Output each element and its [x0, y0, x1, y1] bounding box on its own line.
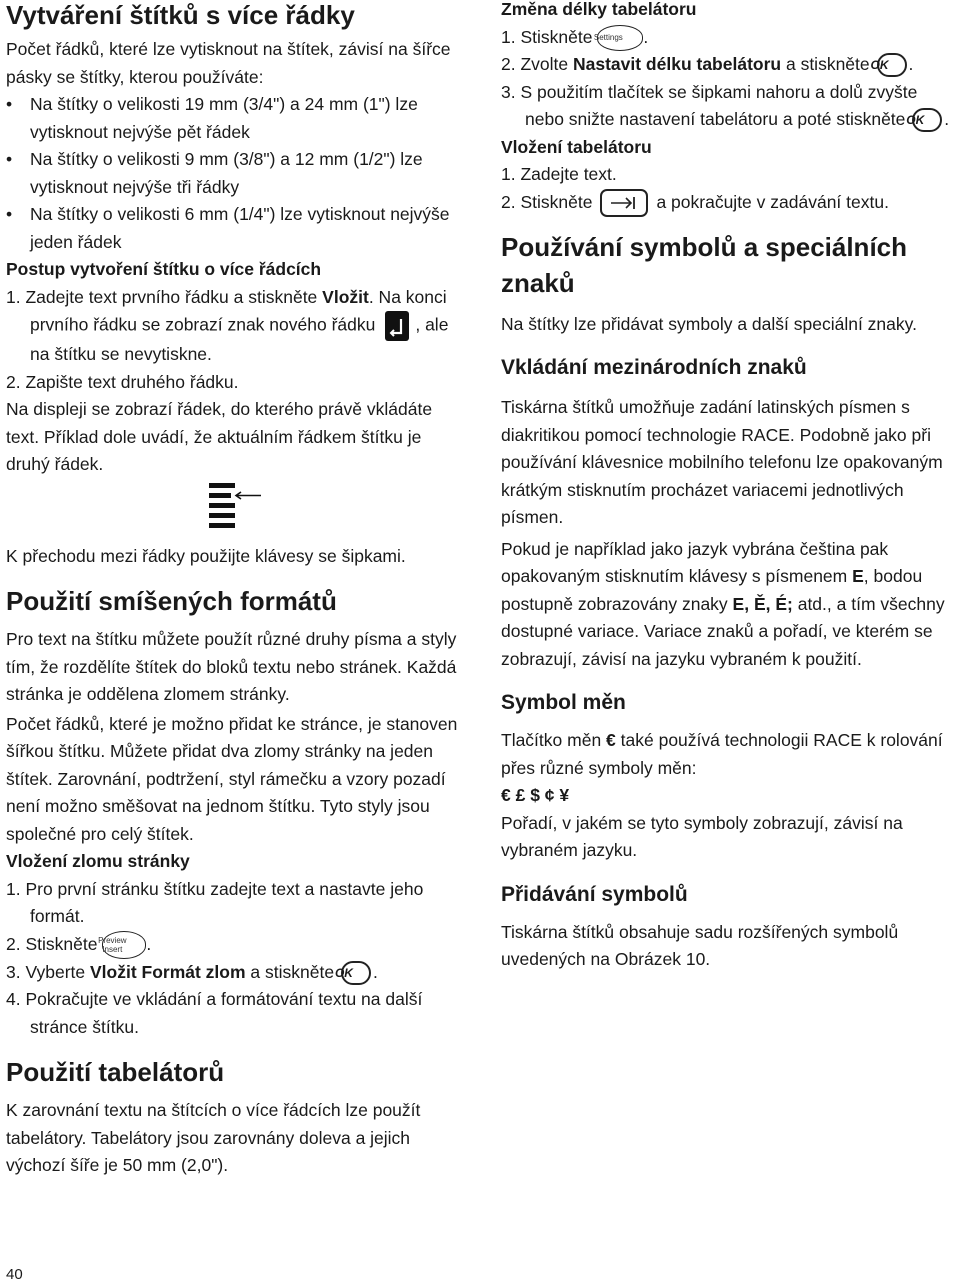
left-column: [6, 0, 468, 1180]
para-keyword: E: [852, 566, 864, 587]
step-text: a stiskněte: [781, 54, 875, 74]
break-step-4: 4. Pokračujte ve vkládání a formátování textu na další stránce štítku.: [6, 989, 423, 1037]
add-symbols-paragraph: Tiskárna štítků obsahuje sadu rozšířených symbolů uvedených na Obrázek 10.: [501, 921, 899, 970]
tabins-step-1: 1. Zadejte text.: [501, 164, 617, 184]
euro-key-symbol: €: [606, 730, 616, 751]
section-title-multiline: Vytváření štítků s více řádky: [6, 0, 355, 30]
break-step-3: [6, 959, 468, 987]
intl-paragraph-1: Tiskárna štítků umožňuje zadání latinských písmen s diakritikou pomocí technologie RACE. Podobně jako při používání klávesnice mobilního telefonu lze opakovaným krátkým stisknutím procházet variacemi jednotlivých písmen.: [501, 397, 943, 528]
current-line-indicator-icon: [6, 479, 468, 535]
subheading-currency: Symbol měn: [501, 691, 626, 715]
step-text: , ale na štítku se nevytiskne.: [30, 314, 449, 364]
step-punct: .: [908, 54, 914, 74]
step-punct: .: [372, 961, 378, 982]
section-title-mixed-formats: Použití smíšených formátů: [6, 586, 337, 616]
para-text: Pokud je například jako jazyk vybrána čeština pak opakovaným stisknutím klávesy s písmenem: [501, 538, 889, 587]
subheading-multiline-steps: Postup vytvoření štítku o více řádcích: [6, 259, 322, 279]
subheading-tab-length: Změna délky tabelátoru: [501, 0, 697, 19]
settings-key-icon: Settings: [597, 25, 643, 51]
tablen-step-2: [501, 51, 956, 79]
break-step-2: [6, 931, 468, 959]
mixed-paragraph-2: Počet řádků, které je možno přidat ke stránce, je stanoven šířkou štítku. Můžete přidat dva zlomy stránky na jeden štítek. Zarovnání, podtržení, styl rámečku a vzory pozadí není možno směšovat na jednom štítku. Tyto styly jsou společné pro celý štítek.: [6, 713, 458, 844]
intro-paragraph: Počet řádků, které lze vytisknout na štítek, závisí na šířce pásky se štítky, kterou používáte:: [6, 39, 451, 87]
step-text: 2. Stiskněte: [6, 933, 98, 954]
tablen-step-1: [501, 24, 956, 52]
currency-order-paragraph: Pořadí, v jakém se tyto symboly zobrazují, závisí na vybraném jazyku.: [501, 812, 903, 861]
right-column: [501, 0, 956, 974]
tablen-step-3: [501, 79, 956, 134]
subheading-insert-tab: Vložení tabelátoru: [501, 136, 652, 157]
subheading-add-symbols: Přidávání symbolů: [501, 882, 688, 906]
currency-paragraph: [501, 727, 956, 782]
section-title-tabs: Použití tabelátorů: [6, 1057, 225, 1088]
key-label: Insert: [102, 944, 123, 954]
step-punct: .: [643, 26, 649, 47]
step-1: [6, 284, 468, 369]
para-text: , bodou postupně zobrazovány znaky: [501, 566, 923, 614]
section-title-symbols: Používání symbolů a speciálních znaků: [501, 231, 908, 298]
key-label: Preview: [98, 935, 127, 945]
step-text: 2. Stiskněte: [501, 191, 593, 212]
tabins-step-2: [501, 189, 956, 217]
step-text: a pokračujte v zadávání textu.: [656, 191, 889, 212]
subheading-international-chars: Vkládání mezinárodních znaků: [501, 356, 807, 380]
step-punct: .: [944, 109, 950, 129]
para-text: atd., a tím všechny dostupné variace. Variace znaků a pořadí, ve kterém se zobrazují, závisí na jazyku vybraném k použití.: [501, 593, 945, 669]
list-item: • Na štítky o velikosti 19 mm (3/4") a 24 mm (1") lze vytisknout nejvýše pět řádek: [6, 91, 468, 146]
list-item: • Na štítky o velikosti 9 mm (3/8") a 12 mm (1/2") lze vytisknout nejvýše tři řádky: [6, 146, 468, 201]
step-keyword: Vložit Formát zlom: [89, 961, 246, 982]
line-limits-list: [6, 91, 468, 256]
para-keyword: E, Ě, É;: [732, 593, 793, 614]
step-text: 1. Zadejte text prvního řádku a stiskněte: [6, 286, 323, 307]
symbols-paragraph: Na štítky lze přidávat symboly a další speciální znaky.: [501, 313, 917, 334]
step-text: a stiskněte: [245, 961, 339, 982]
tabs-paragraph: K zarovnání textu na štítcích o více řádcích lze použít tabelátory. Tabelátory jsou zarovnány doleva a jejich výchozí šíře je 50 mm (2,0").: [6, 1100, 421, 1176]
step-keyword: Nastavit délku tabelátoru: [572, 54, 782, 74]
ok-key-icon: OK: [912, 108, 942, 132]
arrow-keys-note: K přechodu mezi řádky použijte klávesy se šipkami.: [6, 545, 406, 566]
step-text: 3. Vyberte: [6, 961, 90, 982]
step-text: 2. Zvolte: [501, 54, 573, 74]
ok-key-icon: OK: [877, 53, 907, 77]
page-number: 40: [6, 1266, 23, 1283]
newline-key-icon: [385, 311, 409, 341]
preview-insert-key-icon: [98, 931, 146, 959]
step-text: 1. Stiskněte: [501, 26, 593, 47]
list-item: • Na štítky o velikosti 6 mm (1/4") lze vytisknout nejvýše jeden řádek: [6, 201, 468, 256]
para-text: také používá technologii RACE k rolování přes různé symboly měn:: [501, 730, 943, 778]
step-keyword: Vložit: [322, 286, 369, 307]
mixed-paragraph-1: Pro text na štítku můžete použít různé druhy písma a styly tím, že rozdělíte štítek do bloků textu nebo stránek. Každá stránka je oddělena zlomem stránky.: [6, 629, 457, 704]
currency-symbols: € £ $ ¢ ¥: [501, 785, 570, 806]
step-2: 2. Zapište text druhého řádku.: [6, 371, 239, 392]
ok-key-icon: OK: [341, 961, 371, 985]
intl-paragraph-2: [501, 536, 956, 674]
step-text: . Na konci prvního řádku se zobrazí znak nového řádku: [30, 286, 447, 335]
subheading-page-break: Vložení zlomu stránky: [6, 851, 190, 871]
tab-key-icon: [600, 189, 648, 217]
step-punct: .: [146, 933, 152, 954]
para-text: Tlačítko měn: [501, 730, 607, 751]
step-text: 3. S použitím tlačítek se šipkami nahoru a dolů zvyšte nebo snižte nastavení tabelátoru a poté stiskněte: [501, 81, 918, 129]
break-step-1: 1. Pro první stránku štítku zadejte text a nastavte jeho formát.: [6, 878, 424, 926]
display-paragraph: Na displeji se zobrazí řádek, do kterého právě vkládáte text. Příklad dole uvádí, že aktuálním řádkem štítku je druhý řádek.: [6, 399, 433, 474]
